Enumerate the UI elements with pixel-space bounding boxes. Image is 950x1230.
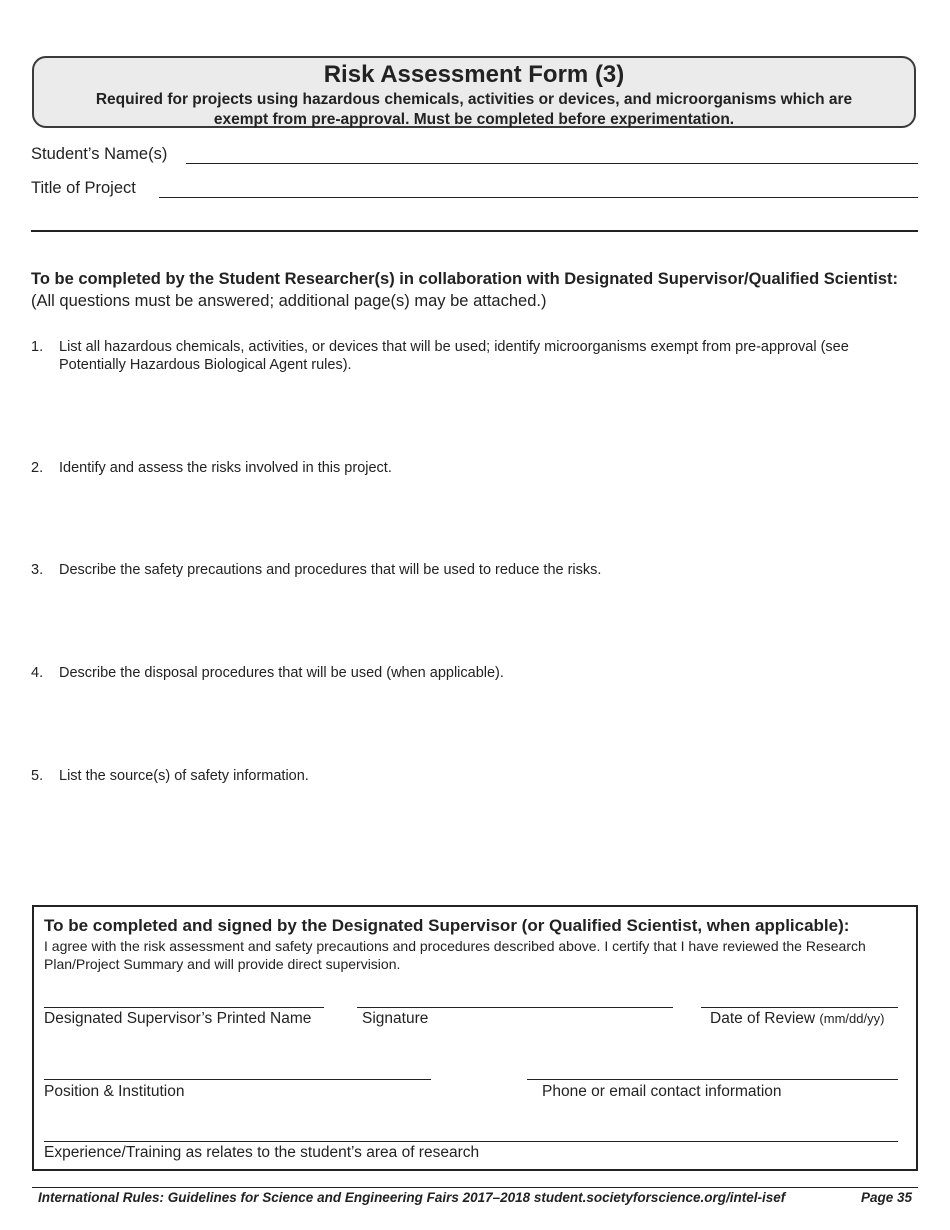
contact-info-label: Phone or email contact information [542,1083,782,1100]
form-subtitle: Required for projects using hazardous chemicals, activities or devices, and microorganisms which are exempt from pre-approval. Must be completed before experimentation. [95,91,853,128]
footer-text: International Rules: Guidelines for Science and Engineering Fairs 2017–2018 student.societyforscience.org/intel-isef [38,1190,786,1205]
contact-info-field[interactable] [527,1079,898,1080]
date-of-review-field[interactable] [701,1007,898,1008]
question-number: 3. [31,562,44,578]
student-instructions [31,268,911,312]
students-name-label: Student’s Name(s) [31,145,168,163]
form-title: Risk Assessment Form (3) [323,61,625,88]
supervisor-statement: I agree with the risk assessment and safety precautions and procedures described above. I certify that I have reviewed the Research Plan/Project Summary and will provide direct supervision. [44,938,866,972]
question-text: Describe the safety precautions and procedures that will be used to reduce the risks. [59,562,602,578]
form-header [32,56,916,128]
project-title-field[interactable] [159,197,918,198]
page-footer [38,1190,918,1205]
page-number: Page 35 [860,1190,912,1205]
project-title-label: Title of Project [31,179,136,197]
date-of-review-label [710,1010,884,1028]
question-4 [31,664,911,682]
question-text: Identify and assess the risks involved in this project. [59,460,392,476]
project-title-field-line2[interactable] [31,230,918,232]
supervisor-section [32,905,918,1171]
question-number: 4. [31,665,44,681]
position-institution-field[interactable] [44,1079,431,1080]
experience-training-field[interactable] [44,1141,898,1142]
question-5 [31,767,911,785]
supervisor-title: To be completed and signed by the Designated Supervisor (or Qualified Scientist, when applicable): [44,916,850,935]
students-name-field[interactable] [186,163,918,164]
signature-label: Signature [362,1010,429,1027]
footer-divider [32,1187,918,1188]
experience-training-label: Experience/Training as relates to the student’s area of research [44,1144,480,1161]
question-text: Describe the disposal procedures that will be used (when applicable). [59,665,504,681]
instructions-normal: (All questions must be answered; additional page(s) may be attached.) [31,292,547,310]
date-format-hint: (mm/dd/yy) [819,1011,885,1026]
question-1 [31,338,911,374]
question-2 [31,459,911,477]
signature-field[interactable] [357,1007,673,1008]
printed-name-field[interactable] [44,1007,324,1008]
date-label-text: Date of Review [710,1010,816,1027]
question-number: 5. [31,768,44,784]
question-number: 2. [31,460,44,476]
question-number: 1. [31,339,44,355]
position-institution-label: Position & Institution [44,1083,185,1100]
instructions-bold: To be completed by the Student Researcher(s) in collaboration with Designated Supervisor/Qualified Scientist: [31,270,899,288]
question-text: List all hazardous chemicals, activities, or devices that will be used; identify microorganisms exempt from pre-approval (see Potentially Hazardous Biological Agent rules). [59,339,849,373]
question-3 [31,561,911,579]
printed-name-label: Designated Supervisor’s Printed Name [44,1010,312,1027]
question-text: List the source(s) of safety information. [59,768,309,784]
